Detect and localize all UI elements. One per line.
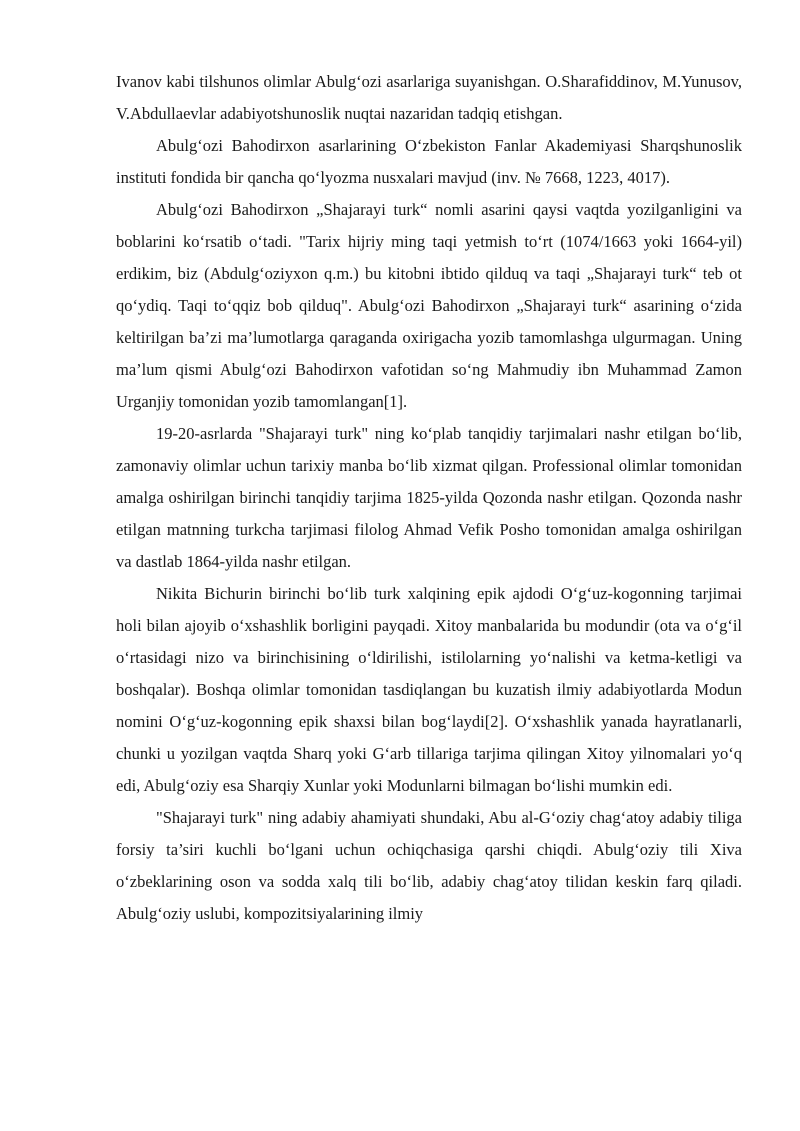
paragraph-continuation: Ivanov kabi tilshunos olimlar Abulg‘ozi asarlariga suyanishgan. O.Sharafiddinov, M.Yunusov, V.Abdullaevlar adabiyotshunoslik nuqtai nazaridan tadqiq etishgan. bbox=[116, 72, 742, 123]
paragraph-manuscripts: Abulg‘ozi Bahodirxon asarlarining O‘zbekiston Fanlar Akademiyasi Sharqshunoslik instituti fondida bir qancha qo‘lyozma nusxalari mavjud (inv. № 7668, 1223, 4017). bbox=[116, 136, 742, 187]
paragraph-writing-date: Abulg‘ozi Bahodirxon „Shajarayi turk“ nomli asarini qaysi vaqtda yozilganligini va boblarini ko‘rsatib o‘tadi. "Tarix hijriy ming taqi yetmish to‘rt (1074/1663 yoki 1664-yil) erdikim, biz (Abdulg‘oziyxon q.m.) bu kitobni ibtido qilduq va taqi „Shajarayi turk“ teb ot qo‘ydiq. Taqi to‘qqiz bob qilduq". Abulg‘ozi Bahodirxon „Shajarayi turk“ asarining o‘zida keltirilgan ba’zi ma’lumotlarga qaraganda oxirigacha yozib tamomlashga ulgurmagan. Uning ma’lum qismi Abulg‘ozi Bahodirxon vafotidan so‘ng Mahmudiy ibn Muhammad Zamon Urganjiy tomonidan yozib tamomlangan[1]. bbox=[116, 200, 742, 411]
paragraph-literary-significance: "Shajarayi turk" ning adabiy ahamiyati shundaki, Abu al-G‘oziy chag‘atoy adabiy tiliga forsiy ta’siri kuchli bo‘lgani uchun ochiqchasiga qarshi chiqdi. Abulg‘oziy tili Xiva o‘zbeklarining oson va sodda xalq tili bo‘lib, adabiy chag‘atoy tilidan keskin farq qiladi. Abulg‘oziy uslubi, kompozitsiyalarining ilmiy bbox=[116, 808, 742, 923]
paragraph-translations: 19-20-asrlarda "Shajarayi turk" ning ko‘plab tanqidiy tarjimalari nashr etilgan bo‘lib, zamonaviy olimlar uchun tarixiy manba bo‘lib xizmat qilgan. Professional olimlar tomonidan amalga oshirilgan birinchi tanqidiy tarjima 1825-yilda Qozonda nashr etilgan. Qozonda nashr etilgan matnning turkcha tarjimasi filolog Ahmad Vefik Posho tomonidan amalga oshirilgan va dastlab 1864-yilda nashr etilgan. bbox=[116, 424, 742, 571]
paragraph-bichurin: Nikita Bichurin birinchi bo‘lib turk xalqining epik ajdodi O‘g‘uz-kogonning tarjimai holi bilan ajoyib o‘xshashlik borligini payqadi. Xitoy manbalarida bu modundir (ota va o‘g‘il o‘rtasidagi nizo va birinchisining o‘ldirilishi, istilolarning yo‘nalishi va ketma-ketligi va boshqalar). Boshqa olimlar tomonidan tasdiqlangan bu kuzatish ilmiy adabiyotlarda Modun nomini O‘g‘uz-kogonning epik shaxsi bilan bog‘laydi[2]. O‘xshashlik yanada hayratlanarli, chunki u yozilgan vaqtda Sharq yoki G‘arb tillariga tarjima qilingan Xitoy yilnomalari yo‘q edi, Abulg‘oziy esa Sharqiy Xunlar yoki Modunlarni bilmagan bo‘lishi mumkin edi. bbox=[116, 584, 742, 795]
document-page bbox=[116, 66, 742, 930]
